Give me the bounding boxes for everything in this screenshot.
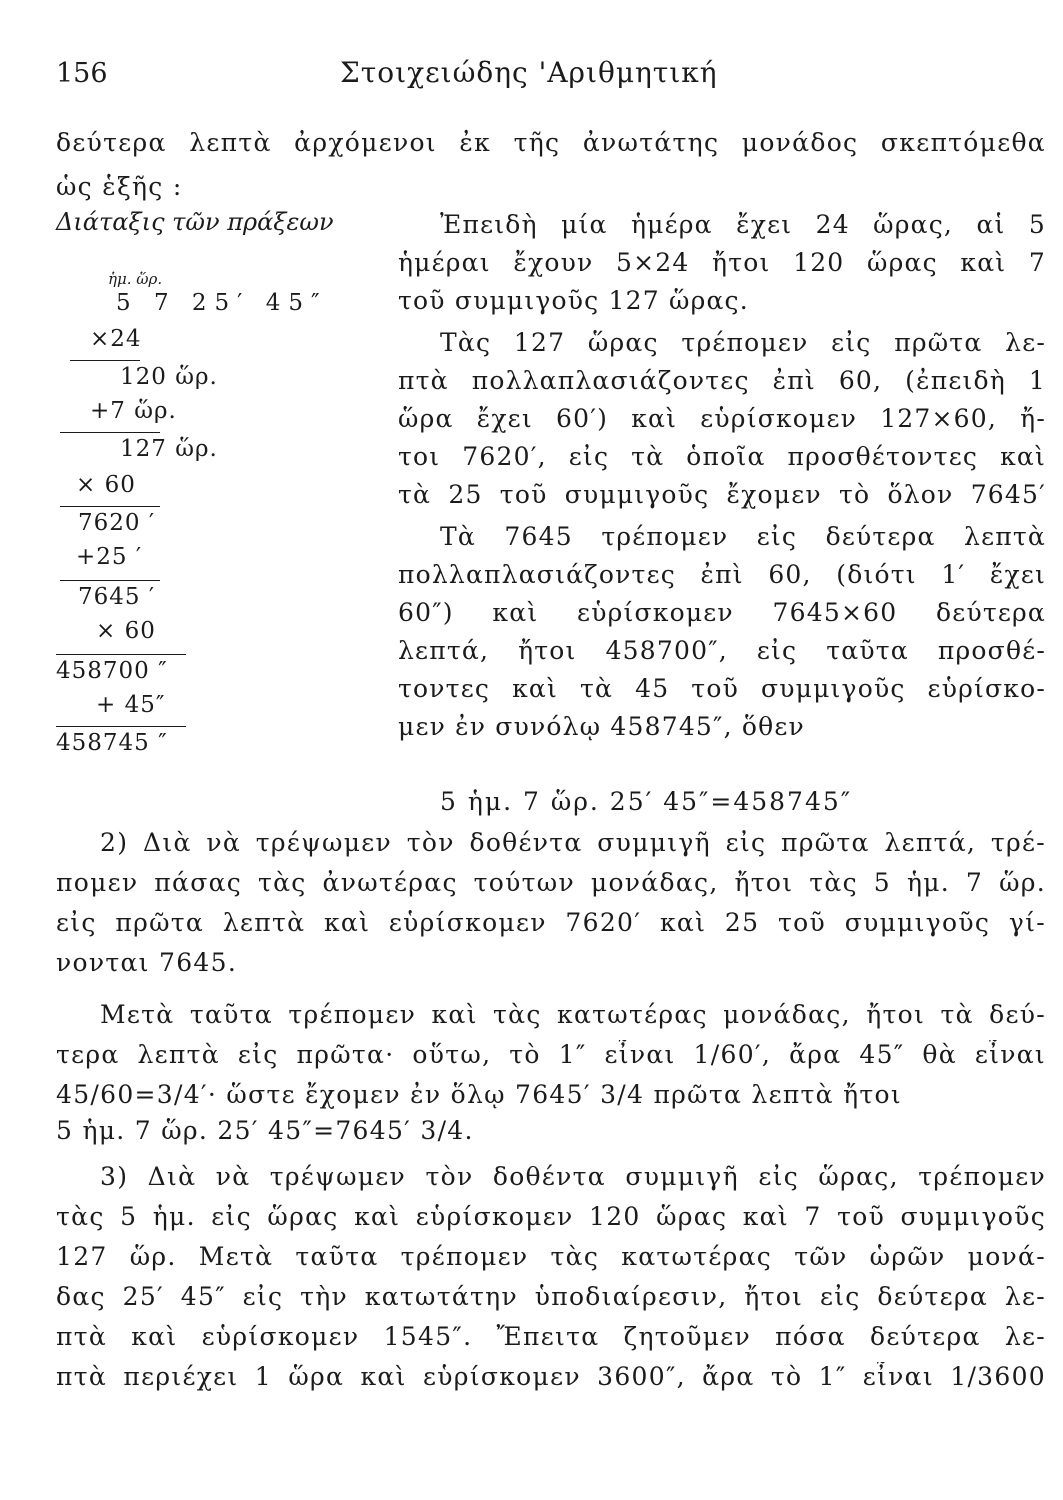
calc-step: +25 ′ — [76, 544, 143, 570]
explanation-line: Τὰ 7645 τρέπομεν εἰς δεύτερα λεπτὰ — [440, 522, 1046, 551]
calc-rule — [70, 360, 140, 361]
calc-step: 127 ὥρ. — [120, 436, 218, 462]
calc-step: 120 ὥρ. — [120, 364, 218, 390]
calc-step: × 60 — [96, 618, 156, 644]
explanation-line: πτὰ πολλαπλασιάζοντες ἐπὶ 60, (ἐπειδὴ 1 — [398, 366, 1046, 395]
intro-line-2: ὡς ἑξῆς : — [56, 172, 183, 201]
explanation-line: ἡμέραι ἔχουν 5×24 ἤτοι 120 ὥρας καὶ 7 — [398, 248, 1046, 277]
section2-line: 5 ἡμ. 7 ὥρ. 25′ 45″=7645′ 3/4. — [56, 1116, 474, 1145]
explanation-line: 60″) καὶ εὑρίσκομεν 7645×60 δεύτερα — [398, 598, 1046, 627]
explanation-line: τοντες καὶ τὰ 45 τοῦ συμμιγοῦς εὑρίσκο- — [398, 674, 1046, 703]
explanation-line: Ἐπειδὴ μία ἡμέρα ἔχει 24 ὥρας, αἱ 5 — [440, 210, 1046, 239]
section3-line: 3) Διὰ νὰ τρέψωμεν τὸν δοθέντα συμμιγῆ εἰς ὥρας, τρέπομεν — [100, 1162, 1046, 1191]
section2-line: 45/60=3/4′· ὥστε ἔχομεν ἐν ὅλῳ 7645′ 3/4 πρῶτα λεπτὰ ἤτοι — [56, 1080, 902, 1109]
calc-step: 458745 ″ — [56, 730, 168, 756]
section3-line: πτὰ καὶ εὑρίσκομεν 1545″. Ἔπειτα ζητοῦμεν πόσα δεύτερα λε- — [56, 1322, 1046, 1351]
calc-step: ×24 — [90, 326, 142, 352]
section3-line: τὰς 5 ἡμ. εἰς ὥρας καὶ εὑρίσκομεν 120 ὥρας καὶ 7 τοῦ συμμιγοῦς — [56, 1202, 1046, 1231]
section3-line: 127 ὥρ. Μετὰ ταῦτα τρέπομεν τὰς κατωτέρας τῶν ὡρῶν μονά- — [56, 1242, 1046, 1271]
result-equation: 5 ἡμ. 7 ὥρ. 25′ 45″=458745″ — [440, 787, 853, 816]
section2-line: τερα λεπτὰ εἰς πρῶτα· οὕτω, τὸ 1″ εἶναι 1/60′, ἄρα 45″ θὰ εἶναι — [56, 1040, 1046, 1069]
calc-step: +7 ὥρ. — [90, 398, 177, 424]
calc-step: 458700 ″ — [56, 658, 168, 684]
calc-rule — [56, 726, 186, 727]
calculation-units: ἡμ. ὥρ. — [108, 270, 163, 288]
section2-line: εἰς πρῶτα λεπτὰ καὶ εὑρίσκομεν 7620′ καὶ 25 τοῦ συμμιγοῦς γί- — [56, 908, 1046, 937]
section2-line: 2) Διὰ νὰ τρέψωμεν τὸν δοθέντα συμμιγῆ εἰς πρῶτα λεπτά, τρέ- — [100, 828, 1046, 857]
calc-rule — [56, 654, 186, 655]
explanation-line: λεπτά, ἤτοι 458700″, εἰς ταῦτα προσθέ- — [398, 636, 1046, 665]
section2-line: νονται 7645. — [56, 948, 238, 977]
calc-rule — [60, 506, 160, 507]
calc-step: × 60 — [76, 472, 136, 498]
calc-step: 7620 ′ — [78, 510, 156, 536]
calc-step: 7645 ′ — [78, 584, 156, 610]
running-title: Στοιχειώδης 'Αριθμητική — [340, 56, 718, 89]
section3-line: δας 25′ 45″ εἰς τὴν κατωτάτην ὑποδιαίρεσιν, ἤτοι εἰς δεύτερα λε- — [56, 1282, 1046, 1311]
section2-line: Μετὰ ταῦτα τρέπομεν καὶ τὰς κατωτέρας μονάδας, ἤτοι τὰ δεύ- — [100, 1000, 1046, 1029]
calc-step: + 45″ — [96, 692, 166, 718]
calculation-start: 5 7 25′ 45″ — [116, 290, 328, 316]
explanation-line: τοι 7620′, εἰς τὰ ὁποῖα προσθέτοντες καὶ — [398, 442, 1046, 471]
intro-line-1: δεύτερα λεπτὰ ἀρχόμενοι ἐκ τῆς ἀνωτάτης μονάδος σκεπτόμεθα — [56, 128, 1046, 157]
explanation-line: ὥρα ἔχει 60′) καὶ εὑρίσκομεν 127×60, ἤ- — [398, 404, 1046, 433]
calculation-heading: Διάταξις τῶν πράξεων — [56, 208, 334, 236]
section3-line: πτὰ περιέχει 1 ὥρα καὶ εὑρίσκομεν 3600″, ἄρα τὸ 1″ εἶναι 1/3600 — [56, 1362, 1046, 1391]
calc-rule — [60, 432, 160, 433]
calculation-column — [56, 208, 356, 768]
calc-rule — [60, 580, 160, 581]
explanation-line: τὰ 25 τοῦ συμμιγοῦς ἔχομεν τὸ ὅλον 7645′ — [398, 480, 1046, 509]
explanation-line: Τὰς 127 ὥρας τρέπομεν εἰς πρῶτα λε- — [440, 328, 1046, 357]
explanation-line: μεν ἐν συνόλῳ 458745″, ὅθεν — [398, 712, 805, 741]
explanation-line: πολλαπλασιάζοντες ἐπὶ 60, (διότι 1′ ἔχει — [398, 560, 1046, 589]
section2-line: πομεν πάσας τὰς ἀνωτέρας τούτων μονάδας, ἤτοι τὰς 5 ἡμ. 7 ὥρ. — [56, 868, 1046, 897]
page-number: 156 — [56, 58, 108, 89]
explanation-line: τοῦ συμμιγοῦς 127 ὥρας. — [398, 286, 749, 315]
